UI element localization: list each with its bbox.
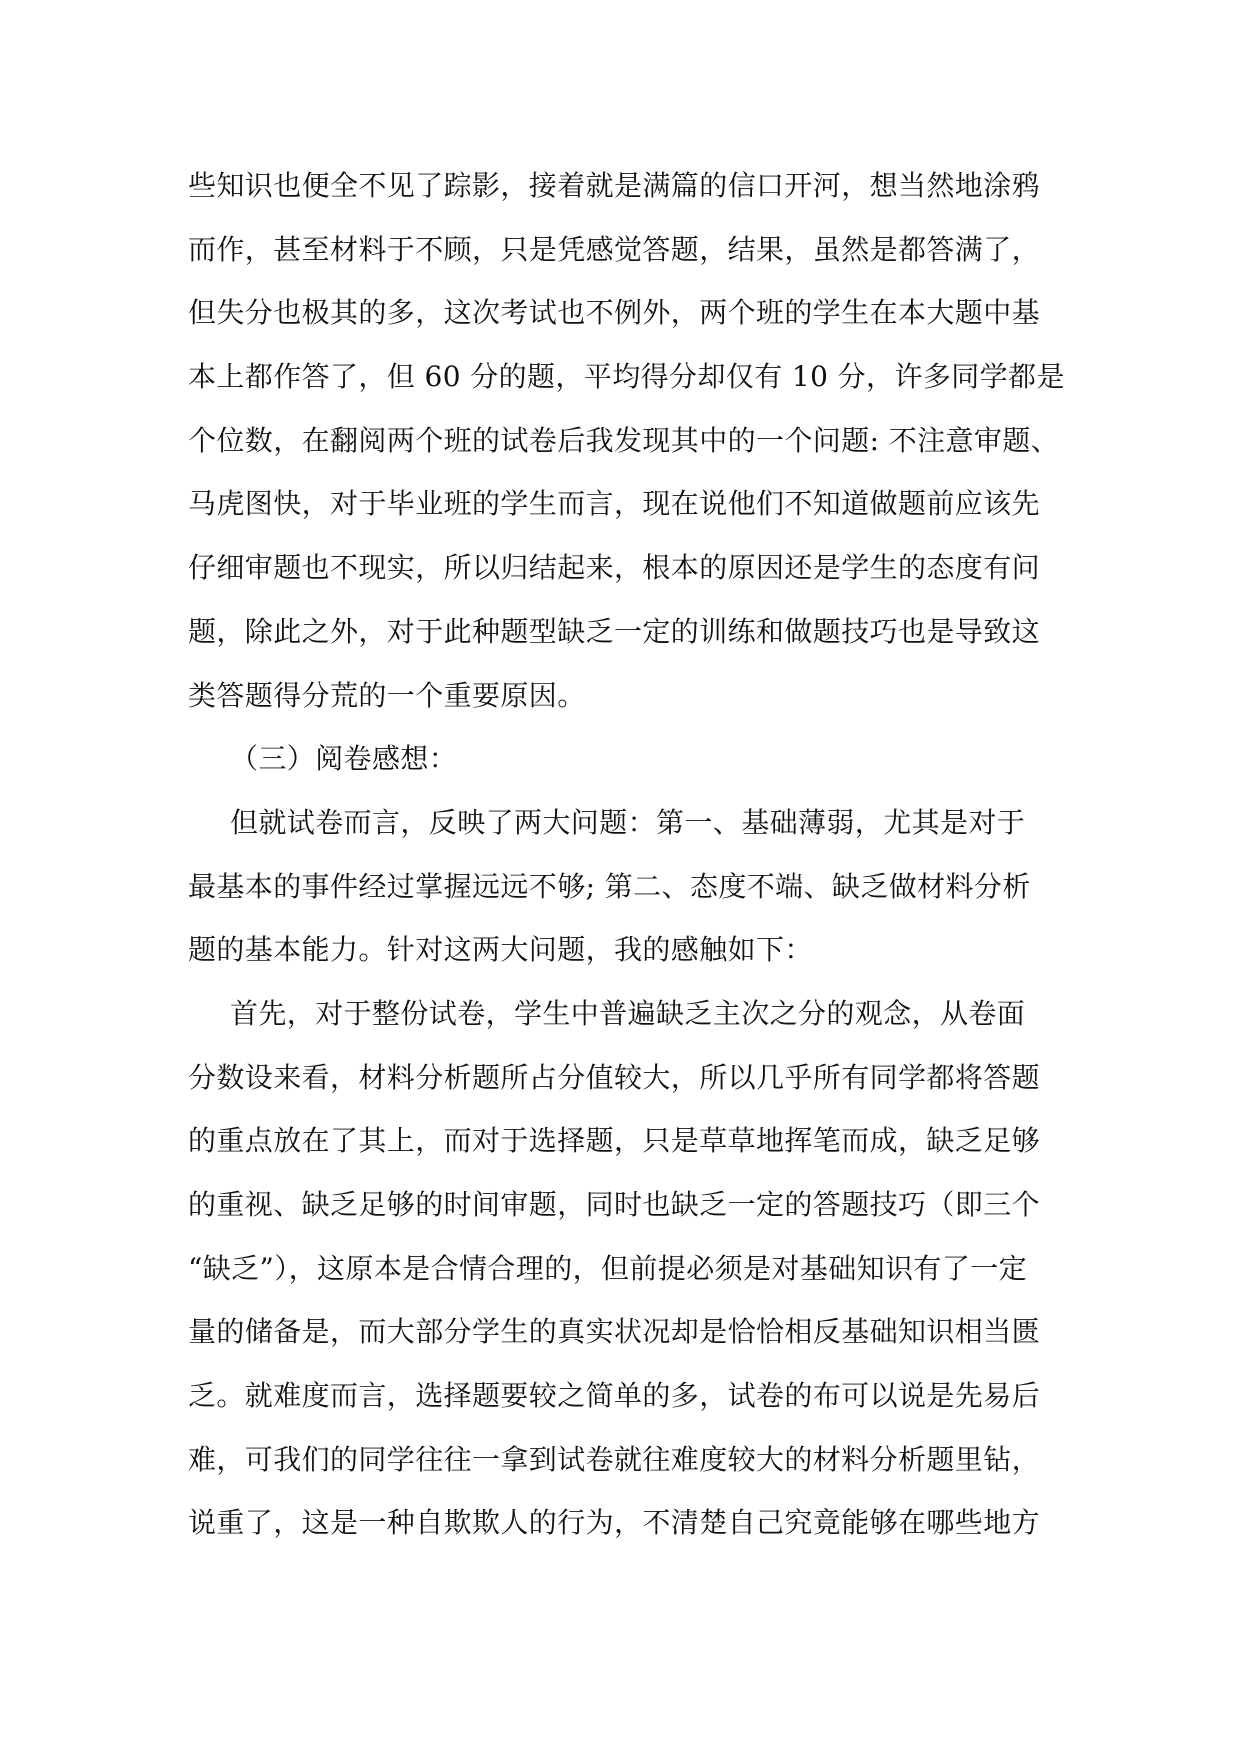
text-line: 最基本的事件经过掌握远远不够; 第二、态度不端、缺乏做材料分析 bbox=[188, 869, 1031, 903]
text-line: 的重点放在了其上，而对于选择题，只是草草地挥笔而成，缺乏足够 bbox=[188, 1124, 1041, 1158]
text-line: 仔细审题也不现实，所以归结起来，根本的原因还是学生的态度有问 bbox=[188, 551, 1041, 585]
text-line: 而作，甚至材料于不顾，只是凭感觉答题，结果，虽然是都答满了， bbox=[188, 232, 1041, 266]
text-line: 的重视、缺乏足够的时间审题，同时也缺乏一定的答题技巧（即三个 bbox=[188, 1188, 1041, 1221]
text-line: 题的基本能力。针对这两大问题，我的感触如下： bbox=[188, 933, 813, 967]
body-text bbox=[188, 154, 1065, 1555]
text-line: 但失分也极其的多，这次考试也不例外，两个班的学生在本大题中基 bbox=[188, 296, 1041, 330]
text-line: 乏。就难度而言，选择题要较之简单的多，试卷的布可以说是先易后 bbox=[188, 1379, 1041, 1413]
text-line: 量的储备是，而大部分学生的真实状况却是恰恰相反基础知识相当匮 bbox=[188, 1315, 1041, 1349]
text-line: 题，除此之外，对于此种题型缺乏一定的训练和做题技巧也是导致这 bbox=[188, 614, 1041, 648]
text-line: “缺乏”），这原本是合情合理的，但前提必须是对基础知识有了一定 bbox=[188, 1251, 1028, 1285]
paragraph-first-line: 首先，对于整份试卷，学生中普遍缺乏主次之分的观念，从卷面 bbox=[230, 996, 1026, 1030]
text-line: 些知识也便全不见了踪影，接着就是满篇的信口开河，想当然地涂鸦 bbox=[188, 169, 1041, 202]
text-line: 说重了，这是一种自欺欺人的行为，不清楚自己究竟能够在哪些地方 bbox=[188, 1506, 1041, 1540]
section-heading: （三）阅卷感想： bbox=[230, 742, 458, 776]
text-line: 分数设来看，材料分析题所占分值较大，所以几乎所有同学都将答题 bbox=[188, 1060, 1041, 1094]
text-line: 本上都作答了，但 60 分的题，平均得分却仅有 10 分，许多同学都是 bbox=[188, 360, 1065, 394]
paragraph-first-line: 但就试卷而言，反映了两大问题：第一、基础薄弱，尤其是对于 bbox=[230, 805, 1026, 839]
text-line: 类答题得分荒的一个重要原因。 bbox=[188, 678, 586, 712]
text-line: 马虎图快，对于毕业班的学生而言，现在说他们不知道做题前应该先 bbox=[188, 487, 1041, 521]
text-line: 个位数，在翻阅两个班的试卷后我发现其中的一个问题: 不注意审题、 bbox=[188, 423, 1060, 457]
text-line: 难，可我们的同学往往一拿到试卷就往难度较大的材料分析题里钻， bbox=[188, 1442, 1041, 1476]
